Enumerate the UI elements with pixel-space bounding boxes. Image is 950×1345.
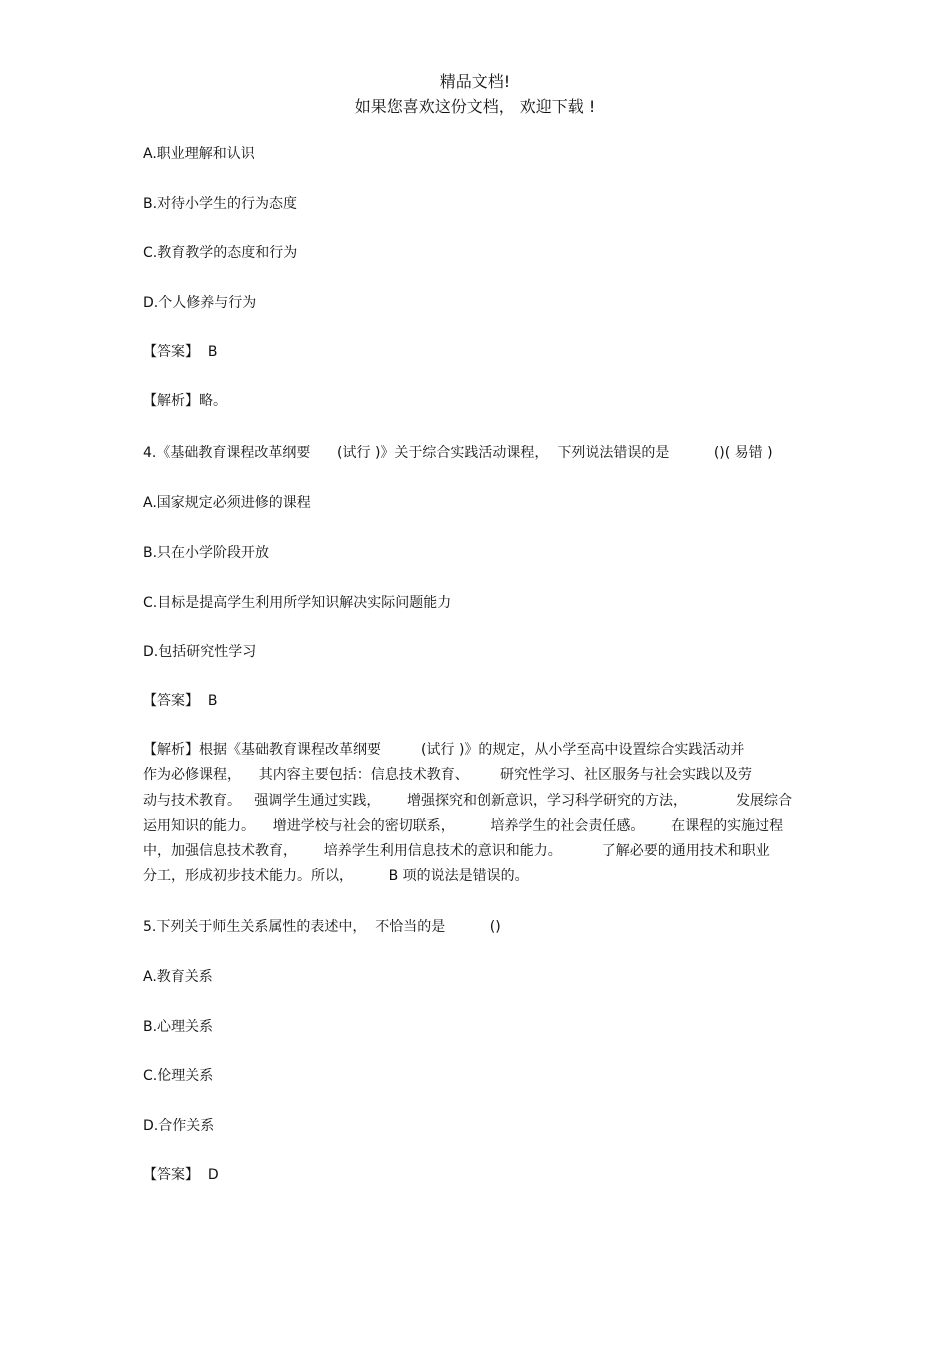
page-header-subtitle: 如果您喜欢这份文档， 欢迎下载 ! — [354, 97, 596, 116]
q4-analysis-line: 动与技术教育。 强调学生通过实践， 增强探究和创新意识，学习科学研究的方法， 发展综合 — [143, 793, 793, 809]
q4-analysis-line: 作为必修课程， 其内容主要包括：信息技术教育、 研究性学习、社区服务与社会实践以及劳 — [143, 767, 752, 783]
q3-answer: 【答案】 B — [143, 344, 218, 360]
q5-option-c: C.伦理关系 — [143, 1068, 214, 1084]
q4-option-d: D.包括研究性学习 — [143, 644, 257, 660]
q3-analysis: 【解析】略。 — [143, 393, 227, 409]
q5-option-b: B.心理关系 — [143, 1019, 214, 1035]
q4-question: 4.《基础教育课程改革纲要 (试行 )》关于综合实践活动课程， 下列说法错误的是 ()( 易错 ) — [143, 445, 773, 461]
q3-option-b: B.对待小学生的行为态度 — [143, 196, 298, 212]
q5-answer: 【答案】 D — [143, 1167, 219, 1183]
q4-answer: 【答案】 B — [143, 693, 218, 709]
q4-option-c: C.目标是提高学生利用所学知识解决实际问题能力 — [143, 595, 452, 611]
q4-analysis-line: 中，加强信息技术教育， 培养学生利用信息技术的意识和能力。 了解必要的通用技术和职业 — [143, 843, 770, 859]
q5-option-d: D.合作关系 — [143, 1118, 215, 1134]
q5-question: 5.下列关于师生关系属性的表述中， 不恰当的是 () — [143, 919, 501, 935]
q3-option-a: A.职业理解和认识 — [143, 146, 255, 162]
q4-analysis-line: 分工，形成初步技术能力。所以， B 项的说法是错误的。 — [143, 868, 529, 884]
q3-option-d: D.个人修养与行为 — [143, 295, 257, 311]
q3-option-c: C.教育教学的态度和行为 — [143, 245, 298, 261]
q4-analysis-line: 【解析】根据《基础教育课程改革纲要 (试行 )》的规定，从小学至高中设置综合实践活动并 — [143, 742, 745, 758]
page-header-title: 精品文档! — [439, 72, 511, 91]
q5-option-a: A.教育关系 — [143, 969, 213, 985]
q4-option-b: B.只在小学阶段开放 — [143, 545, 270, 561]
q4-option-a: A.国家规定必须进修的课程 — [143, 495, 311, 511]
q4-analysis-line: 运用知识的能力。 增进学校与社会的密切联系， 培养学生的社会责任感。 在课程的实施过程 — [143, 818, 784, 834]
